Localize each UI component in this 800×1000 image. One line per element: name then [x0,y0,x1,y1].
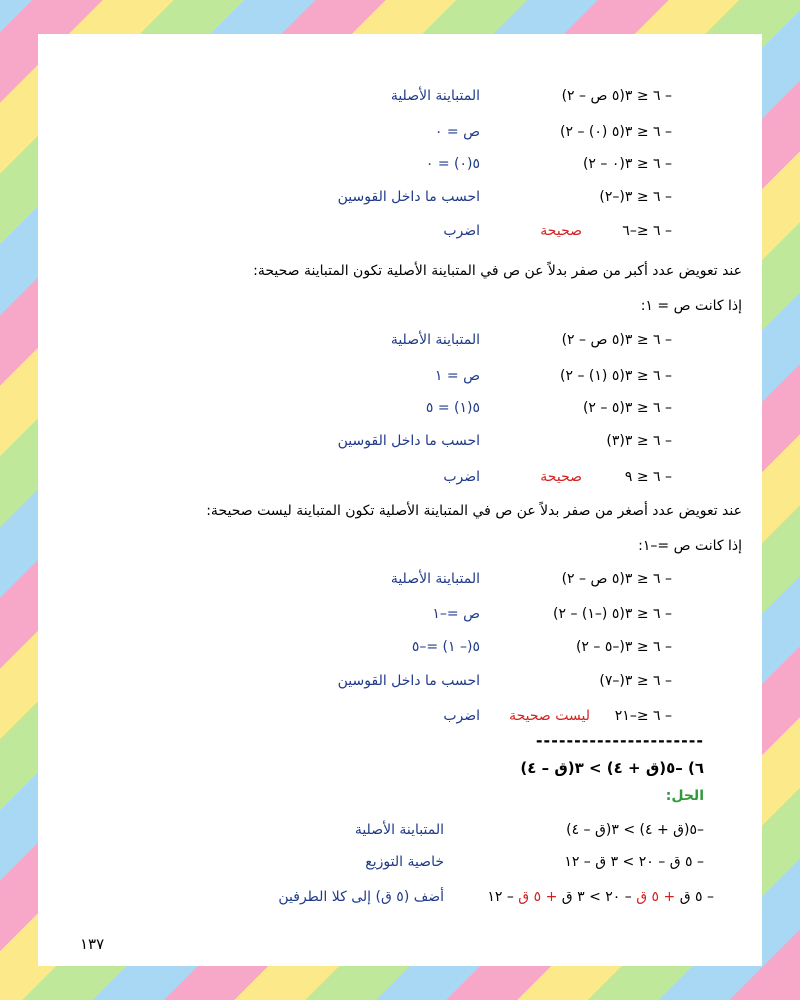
step-note: احسب ما داخل القوسين [337,433,480,449]
step-expression: – ٦ ≤ ٣(–٧) [599,673,672,689]
step-expression: –٥(ق + ٤) > ٣(ق – ٤) [566,822,704,838]
step-note: المتباينة الأصلية [390,332,480,348]
step-expression: – ٦ ≤ ٣(٥ ص – ٢) [561,571,672,587]
step-expression: – ٥ ق – ٢٠ > ٣ ق – ١٢ [564,854,704,870]
step-expression: – ٦ ≤–٦ [622,223,672,239]
step-expression: – ٦ ≤ ٣(٥ – ٢) [582,400,672,416]
step-expression: – ٦ ≤ ٩ [624,469,672,485]
step-note: ص = ١ [434,368,480,384]
step-expression: – ٦ ≤ ٣(–٥ – ٢) [575,639,672,655]
step-expression: – ٦ ≤ ٣(٥ (–١) – ٢) [553,606,672,622]
step-note: اضرب [443,469,480,485]
step-note: ٥(– ١) =–٥ [411,639,480,655]
step-expression: – ٦ ≤ ٣(–٢) [599,189,672,205]
step-note: أضف (٥ ق) إلى كلا الطرفين [278,889,444,905]
separator-line: ---------------------- [535,731,704,750]
step-note: ٥(٠) = ٠ [425,156,480,172]
expr-part: – ١٢ [487,889,519,905]
expr-part: – ٥ ق [675,889,714,905]
step-note: المتباينة الأصلية [390,88,480,104]
verdict-label: ليست صحيحة [509,708,590,724]
paragraph: عند تعويض عدد أكبر من صفر بدلاً عن ص في المتباينة الأصلية تكون المتباينة صحيحة: [253,263,742,279]
step-expression: – ٦ ≤–٢١ [614,708,672,724]
expr-part: – ٢٠ > ٣ ق [557,889,637,905]
page [38,34,762,966]
step-expression [487,887,714,907]
step-expression: – ٦ ≤ ٣(٥ (٠) – ٢) [560,124,672,140]
page-number: ١٣٧ [80,935,105,953]
step-note: ص =–١ [432,606,480,622]
added-term: + ٥ ق [518,889,558,905]
solution-label: الحل: [665,788,704,804]
step-note: المتباينة الأصلية [354,822,444,838]
case-label: إذا كانت ص = ١: [640,298,742,314]
step-note: خاصية التوزيع [365,854,444,870]
case-label: إذا كانت ص =–١: [638,538,742,554]
verdict-label: صحيحة [540,469,582,485]
step-expression: – ٦ ≤ ٣(٠ – ٢) [582,156,672,172]
step-note: احسب ما داخل القوسين [337,673,480,689]
step-expression: – ٦ ≤ ٣(٥ ص – ٢) [561,332,672,348]
paragraph: عند تعويض عدد أصغر من صفر بدلاً عن ص في المتباينة الأصلية تكون المتباينة ليست صحيحة: [206,503,742,519]
step-expression: – ٦ ≤ ٣(٥ ص – ٢) [561,88,672,104]
step-note: اضرب [443,708,480,724]
verdict-label: صحيحة [540,223,582,239]
step-note: المتباينة الأصلية [390,571,480,587]
step-note: ص = ٠ [434,124,480,140]
step-note: ٥(١) = ٥ [425,400,480,416]
step-note: اضرب [443,223,480,239]
problem-statement: ٦) –٥(ق + ٤) > ٣(ق – ٤) [520,759,704,777]
added-term: + ٥ ق [636,889,676,905]
step-note: احسب ما داخل القوسين [337,189,480,205]
step-expression: – ٦ ≤ ٣(٥ (١) – ٢) [560,368,672,384]
step-expression: – ٦ ≤ ٣(٣) [606,433,672,449]
